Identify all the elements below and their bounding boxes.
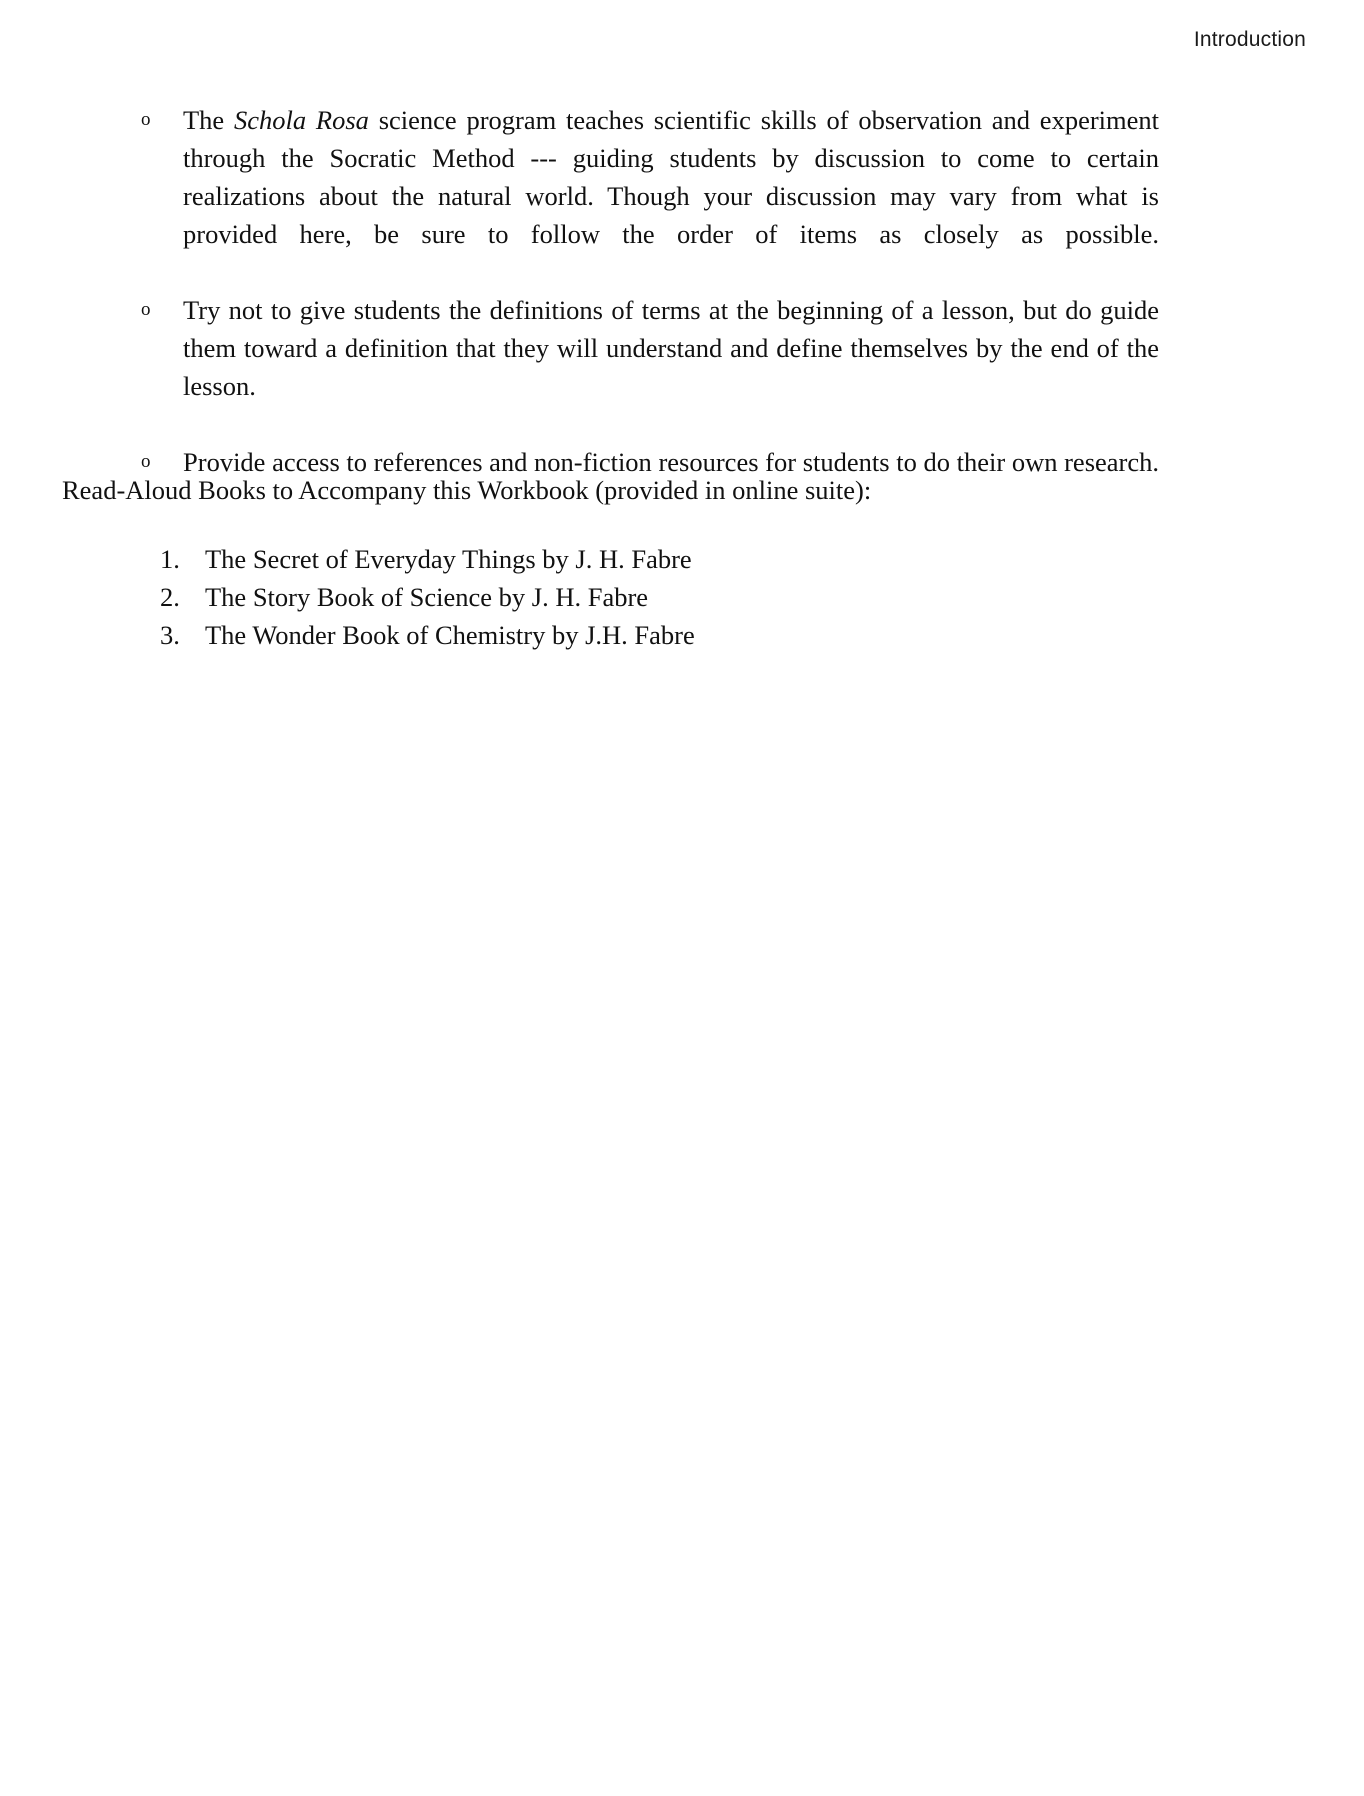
header-title: Introduction	[1193, 28, 1306, 51]
list-item-text: Try not to give students the definitions of terms at the beginning of a lesson, but do guide them toward a definition that they will understand and define themselves by the end of the lesson.	[183, 295, 1159, 401]
list-item-text	[183, 101, 1159, 291]
list-item-number: 2.	[160, 582, 180, 612]
bullet-marker-icon: o	[141, 109, 151, 130]
list-item-text-italic: Schola Rosa	[234, 105, 369, 135]
read-aloud-book-list	[160, 540, 1060, 654]
list-item-text: Provide access to references and non-fiction resources for students to do their own research.	[183, 447, 1159, 477]
list-item-title: The Wonder Book of Chemistry by J.H. Fabre	[205, 620, 695, 650]
list-item	[133, 291, 1159, 443]
guidance-bullet-list	[133, 101, 1159, 519]
list-item-title: The Story Book of Science by J. H. Fabre	[205, 582, 649, 612]
list-item-text-post: science program teaches scientific skills of observation and experiment through the Socratic Method --- guiding students by discussion to come to certain realizations about the natural world. Though your discussion may vary from what is provided here, be sure to follow the order of items as closely as possible.	[183, 105, 1160, 249]
list-item-number: 3.	[160, 620, 180, 650]
list-item	[160, 578, 1060, 616]
bullet-marker-icon: o	[141, 299, 151, 320]
list-item-text-pre: The	[183, 105, 234, 135]
read-aloud-intro-paragraph: Read-Aloud Books to Accompany this Workbook (provided in online suite):	[62, 475, 872, 505]
list-item-title: The Secret of Everyday Things by J. H. Fabre	[205, 544, 692, 574]
list-item	[133, 101, 1159, 291]
list-item-number: 1.	[160, 544, 180, 574]
bullet-marker-icon: o	[141, 451, 151, 472]
list-item	[160, 540, 1060, 578]
list-item	[160, 616, 1060, 654]
page-header	[0, 26, 1306, 54]
